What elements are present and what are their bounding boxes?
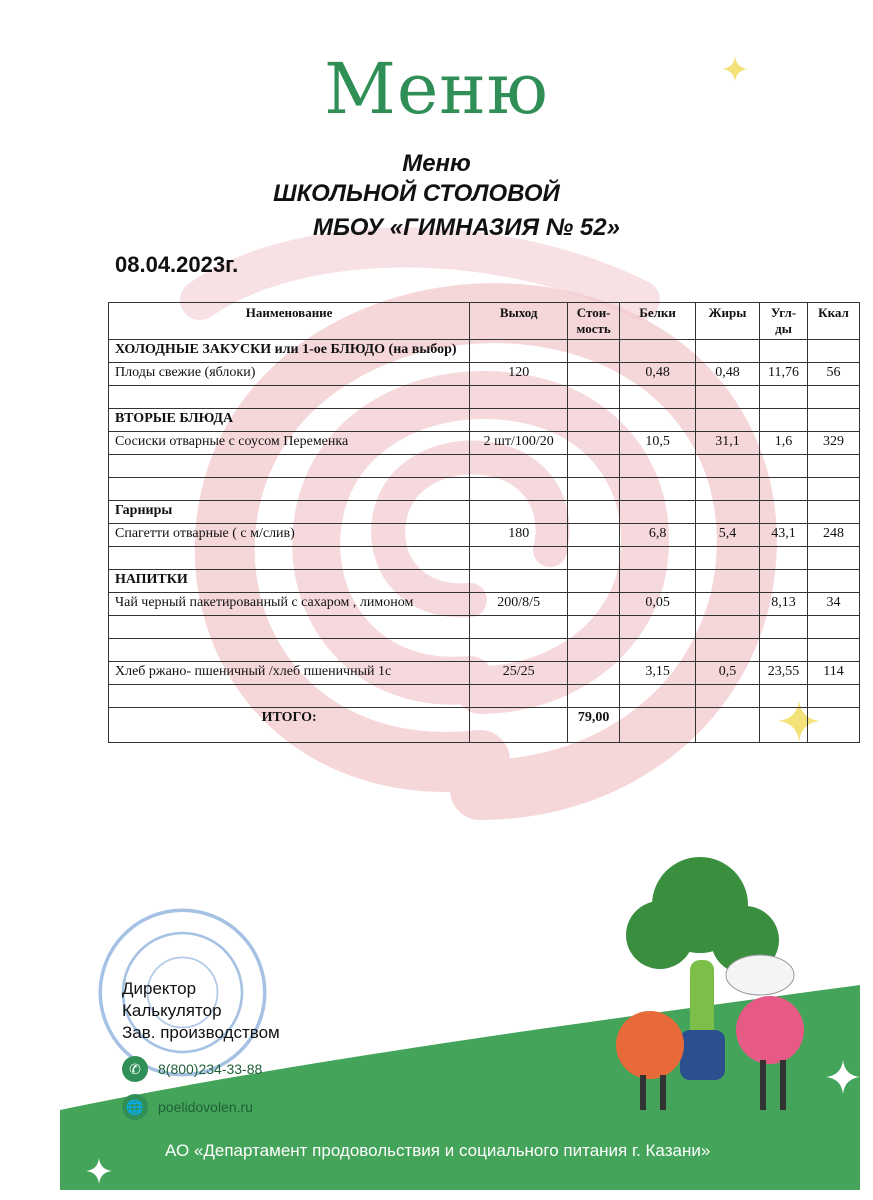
- cost-cell: [568, 616, 620, 639]
- empty-row: [109, 386, 860, 409]
- carbs-cell: 43,1: [760, 524, 808, 547]
- output-cell: [470, 478, 568, 501]
- table-cell: [760, 708, 808, 743]
- carbs-cell: [760, 455, 808, 478]
- output-cell: [470, 455, 568, 478]
- protein-cell: 0,48: [620, 363, 696, 386]
- carbs-cell: 11,76: [760, 363, 808, 386]
- empty-row: [109, 639, 860, 662]
- carbs-cell: [760, 386, 808, 409]
- menu-item-row: [109, 524, 860, 547]
- kcal-cell: [807, 501, 859, 524]
- role-director: Директор: [122, 979, 197, 998]
- column-header-output: Выход: [470, 303, 568, 340]
- output-cell: 2 шт/100/20: [470, 432, 568, 455]
- dish-name: [109, 386, 470, 409]
- protein-cell: [620, 478, 696, 501]
- column-header-carbs: Угл-ды: [760, 303, 808, 340]
- kcal-cell: [807, 455, 859, 478]
- star-icon: [86, 1158, 112, 1184]
- menu-item-row: [109, 593, 860, 616]
- kcal-cell: [807, 685, 859, 708]
- menu-item-row: [109, 662, 860, 685]
- empty-row: [109, 478, 860, 501]
- kcal-cell: [807, 570, 859, 593]
- dish-name: Спагетти отварные ( с м/слив): [109, 524, 470, 547]
- carbs-cell: [760, 478, 808, 501]
- section-title: Гарниры: [109, 501, 470, 524]
- heading-school: МБОУ «ГИМНАЗИЯ № 52»: [313, 214, 620, 241]
- section-title: ХОЛОДНЫЕ ЗАКУСКИ или 1-ое БЛЮДО (на выбор): [109, 340, 470, 363]
- dish-name: [109, 455, 470, 478]
- website-link: poelidovolen.ru: [158, 1099, 253, 1115]
- cost-cell: [568, 386, 620, 409]
- cost-cell: [568, 432, 620, 455]
- cost-cell: [568, 478, 620, 501]
- signature-roles: [122, 978, 280, 1044]
- output-cell: [470, 340, 568, 363]
- output-cell: [470, 501, 568, 524]
- output-cell: 25/25: [470, 662, 568, 685]
- cost-cell: [568, 501, 620, 524]
- empty-row: [109, 455, 860, 478]
- cost-cell: [568, 570, 620, 593]
- table-cell: [470, 708, 568, 743]
- output-cell: [470, 386, 568, 409]
- kcal-cell: [807, 639, 859, 662]
- output-cell: [470, 685, 568, 708]
- empty-row: [109, 616, 860, 639]
- fat-cell: [696, 386, 760, 409]
- section-row: [109, 340, 860, 363]
- dish-name: [109, 639, 470, 662]
- protein-cell: 3,15: [620, 662, 696, 685]
- dish-name: [109, 616, 470, 639]
- dish-name: Сосиски отварные с соусом Переменка: [109, 432, 470, 455]
- output-cell: 180: [470, 524, 568, 547]
- fat-cell: [696, 478, 760, 501]
- fat-cell: [696, 547, 760, 570]
- section-row: [109, 501, 860, 524]
- cost-cell: [568, 340, 620, 363]
- star-icon: [826, 1060, 860, 1094]
- heading-canteen: ШКОЛЬНОЙ СТОЛОВОЙ: [273, 180, 560, 207]
- table-cell: [807, 708, 859, 743]
- role-calculator: Калькулятор: [122, 1001, 222, 1020]
- column-header-protein: Белки: [620, 303, 696, 340]
- logo-title: Меню: [324, 48, 549, 130]
- organization-name: АО «Департамент продовольствия и социального питания г. Казани»: [165, 1141, 711, 1160]
- section-row: [109, 570, 860, 593]
- cost-cell: [568, 409, 620, 432]
- section-title: НАПИТКИ: [109, 570, 470, 593]
- output-cell: [470, 639, 568, 662]
- role-production-head: Зав. производством: [122, 1023, 280, 1042]
- carbs-cell: [760, 409, 808, 432]
- column-header-cost: Стои-мость: [568, 303, 620, 340]
- menu-item-row: [109, 432, 860, 455]
- carbs-cell: [760, 501, 808, 524]
- dish-name: Чай черный пакетированный с сахаром , лимоном: [109, 593, 470, 616]
- dish-name: [109, 547, 470, 570]
- carbs-cell: [760, 685, 808, 708]
- fat-cell: 5,4: [696, 524, 760, 547]
- dish-name: Плоды свежие (яблоки): [109, 363, 470, 386]
- heading-menu: Меню: [402, 150, 471, 177]
- kcal-cell: 34: [807, 593, 859, 616]
- output-cell: [470, 409, 568, 432]
- protein-cell: [620, 409, 696, 432]
- output-cell: [470, 570, 568, 593]
- protein-cell: [620, 570, 696, 593]
- carbs-cell: [760, 340, 808, 363]
- fat-cell: [696, 409, 760, 432]
- protein-cell: [620, 547, 696, 570]
- protein-cell: [620, 386, 696, 409]
- section-row: [109, 409, 860, 432]
- cost-cell: [568, 685, 620, 708]
- kcal-cell: [807, 478, 859, 501]
- protein-cell: [620, 685, 696, 708]
- protein-cell: 0,05: [620, 593, 696, 616]
- protein-cell: [620, 340, 696, 363]
- fat-cell: [696, 340, 760, 363]
- carbs-cell: [760, 570, 808, 593]
- column-header-kcal: Ккал: [807, 303, 859, 340]
- empty-row: [109, 547, 860, 570]
- fat-cell: 0,48: [696, 363, 760, 386]
- phone-icon: ✆: [122, 1056, 148, 1082]
- dish-name: [109, 685, 470, 708]
- globe-icon: 🌐: [122, 1094, 148, 1120]
- cost-cell: [568, 593, 620, 616]
- kcal-cell: 56: [807, 363, 859, 386]
- cost-cell: [568, 639, 620, 662]
- table-body: [109, 340, 860, 708]
- kcal-cell: 114: [807, 662, 859, 685]
- protein-cell: 6,8: [620, 524, 696, 547]
- fat-cell: [696, 501, 760, 524]
- menu-table: [108, 302, 860, 743]
- kcal-cell: [807, 340, 859, 363]
- total-cost: 79,00: [568, 708, 620, 743]
- fat-cell: 0,5: [696, 662, 760, 685]
- website-contact[interactable]: [122, 1094, 253, 1120]
- table-cell: [620, 708, 696, 743]
- kcal-cell: [807, 616, 859, 639]
- menu-item-row: [109, 363, 860, 386]
- protein-cell: [620, 616, 696, 639]
- carbs-cell: [760, 547, 808, 570]
- column-header-name: Наименование: [109, 303, 470, 340]
- fat-cell: [696, 593, 760, 616]
- protein-cell: [620, 639, 696, 662]
- cost-cell: [568, 662, 620, 685]
- cost-cell: [568, 547, 620, 570]
- section-title: ВТОРЫЕ БЛЮДА: [109, 409, 470, 432]
- phone-contact[interactable]: [122, 1056, 262, 1082]
- cost-cell: [568, 524, 620, 547]
- dish-name: Хлеб ржано- пшеничный /хлеб пшеничный 1с: [109, 662, 470, 685]
- fat-cell: 31,1: [696, 432, 760, 455]
- kcal-cell: 329: [807, 432, 859, 455]
- protein-cell: [620, 501, 696, 524]
- column-header-fat: Жиры: [696, 303, 760, 340]
- carbs-cell: 23,55: [760, 662, 808, 685]
- output-cell: 120: [470, 363, 568, 386]
- table-cell: [696, 708, 760, 743]
- fat-cell: [696, 639, 760, 662]
- fat-cell: [696, 570, 760, 593]
- protein-cell: [620, 455, 696, 478]
- total-label: ИТОГО:: [109, 708, 470, 743]
- output-cell: [470, 547, 568, 570]
- dish-name: [109, 478, 470, 501]
- empty-row: [109, 685, 860, 708]
- carbs-cell: 8,13: [760, 593, 808, 616]
- carbs-cell: [760, 616, 808, 639]
- menu-date: 08.04.2023г.: [115, 252, 239, 277]
- kcal-cell: [807, 386, 859, 409]
- protein-cell: 10,5: [620, 432, 696, 455]
- carbs-cell: 1,6: [760, 432, 808, 455]
- cost-cell: [568, 363, 620, 386]
- table-header-row: [109, 303, 860, 340]
- output-cell: [470, 616, 568, 639]
- fat-cell: [696, 455, 760, 478]
- kcal-cell: [807, 547, 859, 570]
- fat-cell: [696, 685, 760, 708]
- total-row: [109, 708, 860, 743]
- fat-cell: [696, 616, 760, 639]
- carbs-cell: [760, 639, 808, 662]
- kcal-cell: 248: [807, 524, 859, 547]
- phone-number: 8(800)234-33-88: [158, 1061, 263, 1077]
- kcal-cell: [807, 409, 859, 432]
- cost-cell: [568, 455, 620, 478]
- output-cell: 200/8/5: [470, 593, 568, 616]
